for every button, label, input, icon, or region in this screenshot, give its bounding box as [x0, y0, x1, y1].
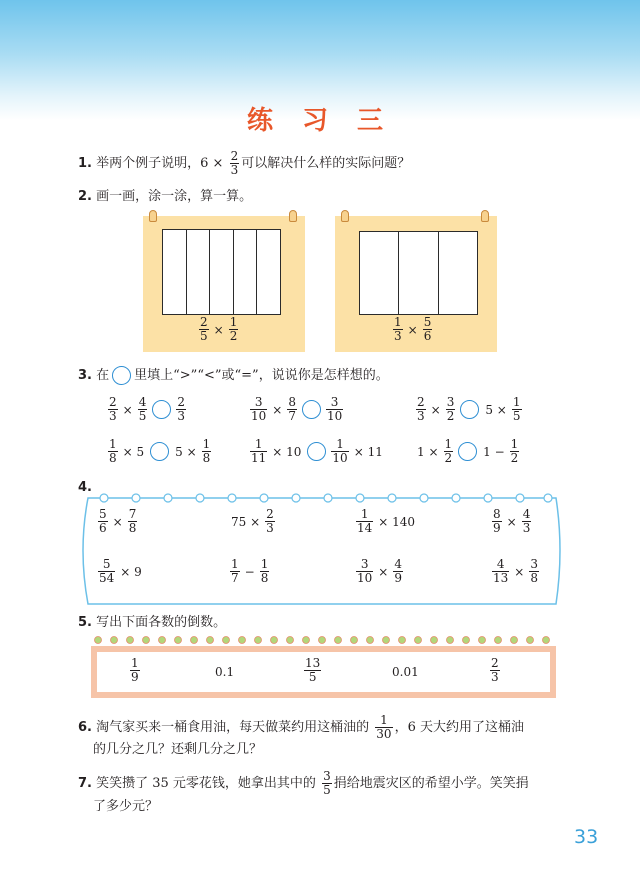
question-6-line-2: 的几分之几？还剩几分之几？	[93, 742, 263, 757]
question-text: 捐给地震灾区的希望小学。笑笑捐	[333, 776, 529, 791]
question-5	[78, 613, 226, 633]
pin-icon	[289, 210, 297, 222]
question-number: 3.	[78, 368, 92, 383]
question-6	[78, 714, 524, 741]
page-number: 33	[574, 826, 599, 848]
board-expression: $\frac{2}{5}$ × $\frac{1}{2}$	[200, 315, 238, 343]
page-title: 练 习 三	[246, 106, 394, 136]
question-7-line-2: 了多少元？	[93, 799, 159, 814]
fraction: $\frac{2}{3}$	[230, 149, 239, 177]
calc-item: $\frac{5}{6}$ × $\frac{7}{8}$	[99, 507, 137, 535]
question-number: 1.	[78, 156, 92, 171]
question-text: 在	[96, 368, 110, 383]
answer-circle[interactable]	[460, 400, 479, 419]
question-7	[78, 770, 529, 797]
pin-icon	[481, 210, 489, 222]
reciprocal-item[interactable]: $\frac{2}{3}$	[491, 656, 499, 684]
fraction-rectangle[interactable]	[359, 231, 478, 315]
calc-item: $\frac{5}{54}$ × 9	[99, 557, 142, 585]
question-text: 画一画，涂一涂，算一算。	[96, 189, 253, 204]
drawing-board-right	[335, 216, 497, 352]
board-expression: $\frac{1}{3}$ × $\frac{5}{6}$	[394, 315, 432, 343]
reciprocal-item[interactable]: 0.1	[215, 665, 235, 679]
question-text: 笑笑攒了 35 元零花钱，她拿出其中的	[96, 776, 316, 791]
question-text: 淘气家买来一桶食用油，每天做菜约用这桶油的	[96, 720, 370, 735]
question-number: 2.	[78, 189, 92, 204]
fraction: $\frac{3}{5}$	[323, 769, 331, 797]
answer-circle[interactable]	[302, 400, 321, 419]
compare-item: $\frac{3}{10}$ × $\frac{8}{7}$ $\frac{3}{10}$	[251, 395, 343, 423]
calc-item: $\frac{4}{13}$ × $\frac{3}{8}$	[493, 557, 538, 585]
question-text: 里填上“>”“<”或“=”，说说你是怎样想的。	[134, 368, 389, 383]
answer-circle[interactable]	[307, 442, 326, 461]
question-2	[78, 187, 252, 207]
question-text: ，6 天大约用了这桶油	[394, 720, 524, 735]
calc-item: $\frac{8}{9}$ × $\frac{4}{3}$	[493, 507, 531, 535]
answer-circle[interactable]	[150, 442, 169, 461]
answer-circle[interactable]	[152, 400, 171, 419]
calc-item: $\frac{1}{14}$ × 140	[357, 507, 416, 535]
calc-item: $\frac{1}{7}$ − $\frac{1}{8}$	[231, 557, 269, 585]
compare-item: $\frac{2}{3}$ × $\frac{4}{5}$ $\frac{2}{3}$	[109, 395, 185, 423]
calc-item: 75 × $\frac{2}{3}$	[231, 507, 274, 535]
pin-icon	[341, 210, 349, 222]
question-number: 5.	[78, 615, 92, 630]
question-1	[78, 150, 410, 177]
question-number: 6.	[78, 720, 92, 735]
fraction-rectangle[interactable]	[162, 229, 281, 315]
fraction: $\frac{1}{30}$	[376, 713, 392, 741]
drawing-board-left	[143, 216, 305, 352]
compare-item: $\frac{1}{8}$ × 5 5 × $\frac{1}{8}$	[109, 437, 211, 465]
answer-circle	[112, 366, 131, 385]
expression: 6 ×	[200, 156, 224, 171]
reciprocal-item[interactable]: $\frac{1}{9}$	[131, 656, 139, 684]
reciprocal-box	[91, 646, 556, 698]
question-number: 7.	[78, 776, 92, 791]
answer-circle[interactable]	[458, 442, 477, 461]
question-text: 可以解决什么样的实际问题？	[241, 156, 411, 171]
decorative-dots	[92, 634, 554, 646]
calc-item: $\frac{3}{10}$ × $\frac{4}{9}$	[357, 557, 402, 585]
question-text: 写出下面各数的倒数。	[96, 615, 227, 630]
question-text: 举两个例子说明，	[96, 156, 201, 171]
compare-item: 1 × $\frac{1}{2}$ 1 − $\frac{1}{2}$	[417, 437, 519, 465]
pin-icon	[149, 210, 157, 222]
reciprocal-item[interactable]: $\frac{13}{5}$	[305, 656, 321, 684]
question-number: 4.	[78, 480, 92, 495]
question-3	[78, 366, 389, 386]
compare-item: $\frac{1}{11}$ × 10 $\frac{1}{10}$ × 11	[251, 437, 383, 465]
compare-item: $\frac{2}{3}$ × $\frac{3}{2}$ 5 × $\frac{1}{5}$	[417, 395, 521, 423]
reciprocal-item[interactable]: 0.01	[392, 665, 419, 679]
